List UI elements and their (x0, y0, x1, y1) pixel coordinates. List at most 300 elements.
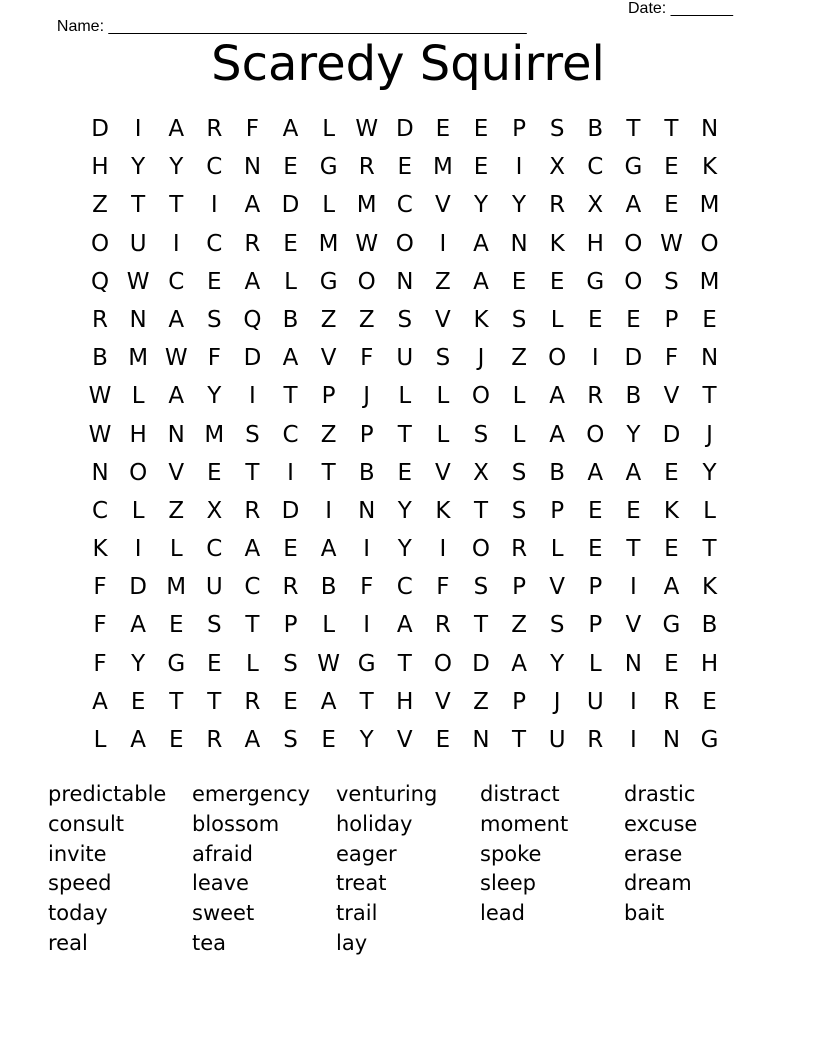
grid-letter: H (129, 421, 147, 448)
grid-letter: R (244, 230, 261, 257)
grid-letter: X (206, 497, 223, 524)
grid-letter: F (93, 612, 107, 639)
grid-letter: A (663, 574, 680, 601)
grid-letter: K (702, 574, 718, 601)
grid-letter: J (363, 383, 371, 410)
grid-letter: V (320, 345, 337, 372)
grid-letter: A (168, 306, 185, 333)
grid-letter: R (244, 497, 261, 524)
grid-letter: P (321, 383, 336, 410)
grid-letter: P (512, 116, 527, 142)
grid-letter: R (434, 612, 451, 639)
grid-letter: E (283, 230, 298, 257)
grid-letter: J (477, 345, 485, 372)
grid-letter: X (587, 192, 604, 219)
letter-grid (81, 110, 729, 759)
grid-letter: F (436, 574, 450, 601)
grid-letter: L (512, 421, 526, 448)
grid-letter: L (588, 650, 602, 677)
grid-letter: E (283, 154, 298, 181)
grid-letter: S (245, 421, 260, 448)
grid-letter: U (548, 727, 566, 753)
grid-letter: I (439, 536, 447, 563)
grid-letter: S (511, 306, 527, 333)
grid-letter: T (473, 497, 489, 524)
grid-letter: S (207, 612, 222, 639)
grid-letter: N (243, 154, 262, 181)
word-list-item: real (48, 930, 88, 955)
grid-letter: T (245, 612, 260, 639)
grid-letter: T (702, 383, 717, 410)
grid-letter: Y (131, 154, 146, 181)
grid-letter: C (206, 154, 223, 181)
grid-letter: T (131, 192, 146, 219)
grid-letter: C (206, 230, 223, 257)
grid-letter: E (664, 192, 679, 219)
grid-letter: O (548, 345, 567, 372)
grid-letter: Y (169, 154, 184, 181)
grid-letter: Z (511, 612, 527, 639)
grid-letter: Z (92, 192, 108, 219)
grid-letter: D (281, 192, 300, 219)
grid-letter: N (472, 727, 490, 753)
grid-letter: K (435, 497, 451, 524)
grid-letter: K (702, 154, 718, 181)
grid-letter: Z (511, 345, 527, 372)
grid-letter: N (358, 497, 376, 524)
grid-letter: E (587, 306, 603, 333)
grid-letter: Y (626, 421, 641, 448)
grid-letter: P (283, 612, 298, 639)
grid-letter: U (586, 688, 604, 715)
grid-letter: D (624, 345, 643, 372)
grid-letter: E (435, 116, 451, 142)
grid-letter: C (282, 421, 299, 448)
header (48, 0, 748, 35)
grid-letter: P (512, 688, 527, 715)
grid-letter: D (129, 574, 147, 601)
grid-letter: E (587, 536, 603, 563)
grid-letter: R (587, 383, 604, 410)
grid-letter: Y (702, 459, 717, 486)
grid-letter: R (206, 727, 223, 753)
grid-letter: G (319, 268, 338, 295)
grid-letter: Z (473, 688, 489, 715)
grid-letter: I (629, 727, 637, 753)
grid-letter: S (549, 612, 565, 639)
grid-letter: Y (397, 497, 412, 524)
grid-letter: R (358, 154, 375, 181)
grid-letter: H (91, 154, 109, 181)
grid-letter: H (700, 650, 719, 677)
grid-letter: E (549, 268, 565, 295)
grid-letter: Z (435, 268, 451, 295)
grid-letter: C (587, 154, 604, 181)
grid-letter: P (550, 497, 565, 524)
grid-letter: A (244, 268, 261, 295)
grid-letter: A (130, 612, 146, 639)
grid-letter: V (168, 459, 185, 486)
grid-letter: D (395, 116, 414, 142)
grid-letter: A (282, 345, 299, 372)
grid-letter: L (284, 268, 297, 295)
grid-letter: L (322, 612, 336, 639)
grid-letter: S (511, 497, 527, 524)
grid-letter: N (396, 268, 414, 295)
grid-letter: E (207, 459, 222, 486)
word-list-item: sweet (192, 901, 255, 926)
grid-letter: A (396, 612, 413, 639)
grid-letter: M (432, 154, 453, 181)
grid-letter: Z (320, 306, 337, 333)
grid-letter: E (473, 154, 489, 181)
grid-letter: A (168, 116, 185, 142)
word-list-item: trail (336, 901, 378, 926)
grid-letter: J (706, 421, 713, 448)
grid-letter: E (626, 497, 641, 524)
grid-letter: G (319, 154, 338, 181)
grid-letter: F (93, 574, 107, 601)
grid-letter: O (700, 230, 719, 257)
grid-letter: O (129, 459, 148, 486)
grid-letter: M (128, 345, 149, 372)
grid-letter: I (629, 688, 637, 715)
grid-letter: F (245, 116, 260, 142)
grid-letter: M (699, 268, 720, 295)
grid-letter: W (355, 230, 379, 257)
name-field-label[interactable]: Name: _______________________________________________ (56, 18, 527, 35)
grid-letter: S (435, 345, 451, 372)
grid-letter: T (245, 459, 260, 486)
grid-letter: E (702, 688, 717, 715)
grid-letter: W (317, 650, 340, 677)
grid-letter: K (473, 306, 489, 333)
grid-letter: T (664, 116, 679, 142)
grid-letter: A (549, 383, 566, 410)
grid-letter: N (662, 727, 681, 753)
grid-letter: Z (168, 497, 185, 524)
grid-letter: G (167, 650, 186, 677)
grid-letter: L (93, 727, 107, 753)
grid-letter: O (90, 230, 110, 257)
grid-letter: A (511, 650, 527, 677)
grid-letter: Y (131, 650, 146, 677)
grid-letter: I (210, 192, 218, 219)
grid-letter: C (206, 536, 223, 563)
grid-letter: R (663, 688, 680, 715)
grid-letter: L (512, 383, 526, 410)
grid-letter: W (660, 230, 683, 257)
grid-letter: I (363, 612, 371, 639)
grid-letter: O (433, 650, 452, 677)
grid-letter: E (168, 727, 184, 753)
grid-letter: E (207, 650, 222, 677)
grid-letter: S (549, 116, 565, 142)
grid-letter: M (204, 421, 225, 448)
grid-letter: A (625, 192, 642, 219)
grid-letter: G (357, 650, 376, 677)
grid-letter: A (625, 459, 642, 486)
grid-letter: Z (358, 306, 375, 333)
grid-letter: R (244, 688, 261, 715)
grid-letter: O (471, 383, 491, 410)
grid-letter: B (587, 116, 604, 142)
grid-letter: L (246, 650, 259, 677)
grid-letter: L (131, 383, 145, 410)
grid-letter: T (512, 727, 527, 753)
grid-letter: S (283, 727, 298, 753)
grid-letter: T (359, 688, 374, 715)
grid-letter: F (664, 345, 679, 372)
word-list-item: lay (336, 930, 368, 955)
grid-letter: K (663, 497, 679, 524)
grid-letter: Y (359, 727, 374, 753)
grid-letter: Q (243, 306, 262, 333)
grid-letter: P (588, 612, 603, 639)
grid-letter: E (435, 727, 451, 753)
grid-letter: G (586, 268, 605, 295)
grid-letter: V (549, 574, 566, 601)
grid-letter: B (701, 612, 718, 639)
grid-letter: Q (90, 268, 110, 295)
grid-letter: N (700, 116, 719, 142)
grid-letter: B (282, 306, 299, 333)
grid-letter: N (700, 345, 719, 372)
grid-letter: W (126, 268, 150, 295)
grid-letter: I (325, 497, 332, 524)
grid-letter: A (244, 727, 261, 753)
grid-letter: A (587, 459, 604, 486)
grid-letter: M (166, 574, 187, 601)
word-list-item: eager (336, 841, 397, 866)
grid-letter: A (320, 688, 337, 715)
grid-letter: T (626, 536, 641, 563)
grid-letter: S (473, 421, 489, 448)
grid-letter: B (549, 459, 566, 486)
grid-letter: E (207, 268, 222, 295)
word-list-item: bait (624, 901, 665, 926)
grid-letter: L (550, 536, 564, 563)
grid-letter: O (624, 230, 643, 257)
grid-letter: A (92, 688, 108, 715)
grid-letter: R (282, 574, 299, 601)
grid-letter: T (702, 536, 717, 563)
grid-letter: L (436, 383, 450, 410)
date-field-label[interactable]: Date: _______ (628, 0, 733, 17)
grid-letter: E (397, 459, 413, 486)
grid-letter: D (243, 345, 262, 372)
grid-letter: R (511, 536, 528, 563)
grid-letter: L (436, 421, 450, 448)
grid-letter: A (168, 383, 185, 410)
grid-letter: Y (512, 192, 527, 219)
grid-letter: B (320, 574, 337, 601)
grid-letter: B (92, 345, 108, 372)
grid-letter: G (662, 612, 681, 639)
grid-letter: E (511, 268, 527, 295)
grid-letter: A (473, 230, 489, 257)
grid-letter: P (588, 574, 603, 601)
grid-letter: S (207, 306, 222, 333)
grid-letter: V (625, 612, 642, 639)
word-list-item: venturing (336, 782, 438, 806)
grid-letter: D (281, 497, 300, 524)
grid-letter: X (549, 154, 566, 181)
grid-letter: W (88, 421, 112, 448)
word-list-item: blossom (192, 811, 280, 836)
grid-letter: J (553, 688, 561, 715)
grid-letter: T (169, 688, 184, 715)
grid-letter: W (164, 345, 188, 372)
grid-letter: V (435, 306, 451, 333)
grid-letter: T (473, 612, 489, 639)
grid-letter: R (92, 306, 109, 333)
grid-letter: U (129, 230, 147, 257)
grid-letter: C (92, 497, 109, 524)
grid-letter: V (435, 688, 451, 715)
page-title: Scaredy Squirrel (211, 36, 605, 92)
grid-letter: E (283, 688, 298, 715)
grid-letter: S (397, 306, 413, 333)
grid-letter: C (396, 192, 413, 219)
word-list-item: erase (624, 841, 683, 866)
grid-letter: I (439, 230, 447, 257)
grid-letter: E (664, 459, 679, 486)
grid-letter: R (587, 727, 604, 753)
grid-letter: D (662, 421, 681, 448)
grid-letter: L (322, 192, 336, 219)
grid-letter: W (88, 383, 112, 410)
grid-letter: P (664, 306, 679, 333)
grid-letter: B (625, 383, 642, 410)
grid-letter: A (320, 536, 337, 563)
grid-letter: N (129, 306, 147, 333)
grid-letter: D (472, 650, 490, 677)
grid-letter: I (172, 230, 180, 257)
grid-letter: I (363, 536, 371, 563)
grid-letter: A (473, 268, 489, 295)
word-list-item: treat (336, 871, 387, 896)
grid-letter: P (512, 574, 527, 601)
grid-letter: M (356, 192, 377, 219)
grid-letter: W (355, 116, 379, 142)
word-list-item: tea (192, 930, 227, 955)
grid-letter: Z (320, 421, 337, 448)
grid-letter: E (664, 154, 679, 181)
grid-letter: Y (207, 383, 222, 410)
grid-letter: E (626, 306, 641, 333)
grid-letter: U (205, 574, 223, 601)
grid-letter: L (703, 497, 716, 524)
grid-letter: E (664, 650, 679, 677)
word-list-item: today (48, 901, 108, 926)
grid-letter: I (515, 154, 523, 181)
grid-letter: Y (397, 536, 412, 563)
word-list-item: leave (192, 871, 249, 896)
grid-letter: L (398, 383, 412, 410)
grid-letter: N (624, 650, 642, 677)
grid-letter: I (134, 536, 142, 563)
grid-letter: I (591, 345, 599, 372)
grid-letter: C (244, 574, 261, 601)
grid-letter: O (586, 421, 605, 448)
word-list-item: dream (624, 871, 692, 896)
grid-letter: A (244, 536, 261, 563)
grid-letter: D (91, 116, 109, 142)
word-list-item: distract (480, 782, 560, 806)
grid-letter: K (549, 230, 565, 257)
grid-letter: A (549, 421, 566, 448)
grid-letter: V (663, 383, 680, 410)
grid-letter: G (700, 727, 719, 753)
grid-letter: K (92, 536, 108, 563)
grid-letter: O (624, 268, 643, 295)
grid-letter: L (322, 116, 336, 142)
grid-letter: T (283, 383, 298, 410)
grid-letter: T (626, 116, 641, 142)
grid-letter: L (131, 497, 145, 524)
grid-letter: F (360, 574, 374, 601)
grid-letter: E (130, 688, 146, 715)
word-list-item: consult (48, 811, 125, 836)
grid-letter: T (397, 650, 412, 677)
grid-letter: I (249, 383, 256, 410)
grid-letter: A (282, 116, 299, 142)
grid-letter: T (207, 688, 222, 715)
word-list-item: holiday (336, 811, 413, 836)
word-list-item: lead (480, 901, 525, 926)
word-list-item: drastic (624, 782, 696, 806)
word-list-item: afraid (192, 841, 253, 866)
word-list-item: excuse (624, 811, 698, 836)
grid-letter: Y (473, 192, 489, 219)
grid-letter: X (473, 459, 489, 486)
grid-letter: C (168, 268, 185, 295)
grid-letter: E (321, 727, 336, 753)
word-list-item: predictable (48, 782, 167, 806)
grid-letter: E (473, 116, 489, 142)
grid-letter: S (664, 268, 679, 295)
grid-letter: T (321, 459, 336, 486)
word-list-item: moment (480, 811, 569, 836)
grid-letter: E (168, 612, 184, 639)
grid-letter: A (130, 727, 146, 753)
grid-letter: F (360, 345, 374, 372)
grid-letter: C (396, 574, 413, 601)
grid-letter: P (359, 421, 374, 448)
grid-letter: F (93, 650, 107, 677)
grid-letter: S (283, 650, 298, 677)
grid-letter: N (510, 230, 528, 257)
grid-letter: M (318, 230, 339, 257)
grid-letter: H (396, 688, 414, 715)
grid-letter: L (169, 536, 183, 563)
grid-letter: L (550, 306, 564, 333)
grid-letter: A (244, 192, 261, 219)
grid-letter: F (207, 345, 221, 372)
grid-letter: S (511, 459, 527, 486)
grid-letter: R (549, 192, 566, 219)
grid-letter: E (587, 497, 603, 524)
grid-letter: Y (550, 650, 565, 677)
grid-letter: I (134, 116, 142, 142)
grid-letter: I (287, 459, 294, 486)
grid-letter: E (283, 536, 298, 563)
word-list-item: spoke (480, 841, 542, 866)
word-list-item: emergency (192, 782, 311, 806)
grid-letter: R (206, 116, 223, 142)
grid-letter: E (397, 154, 413, 181)
